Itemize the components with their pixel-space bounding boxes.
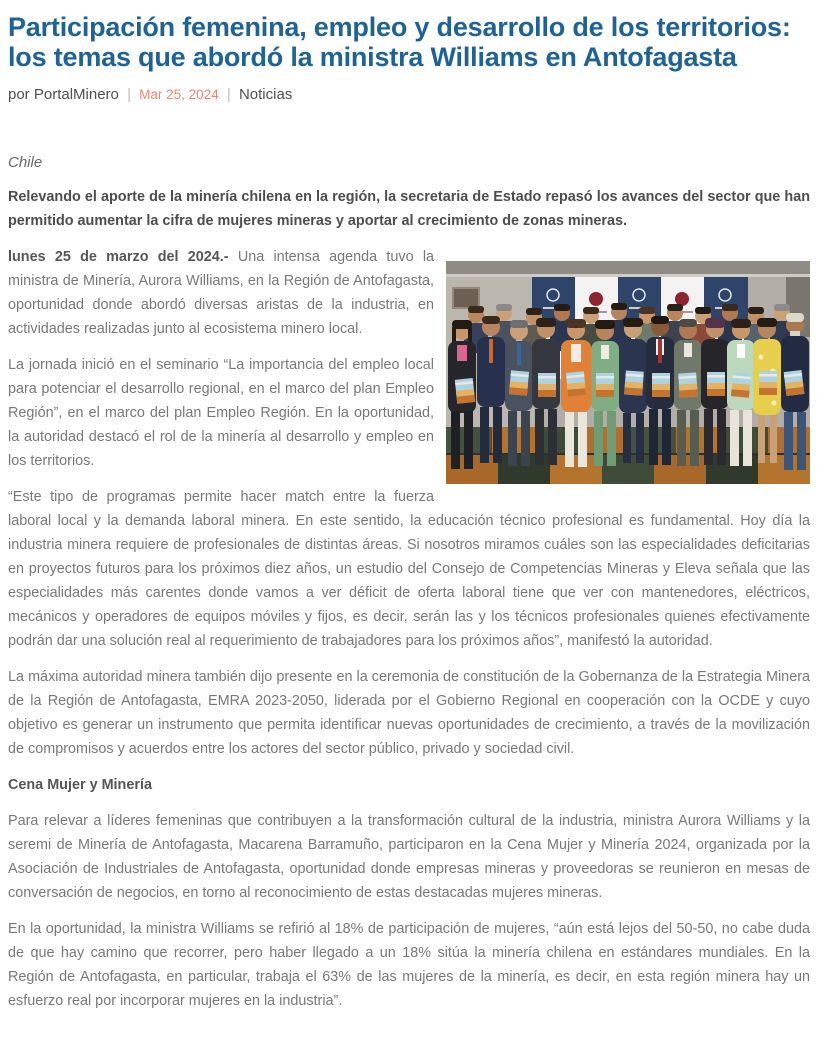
post-date: Mar 25, 2024 [139,87,219,102]
category-link[interactable]: Noticias [238,86,293,103]
paragraph-1 [8,245,810,341]
section-heading: Cena Mujer y Minería [8,777,152,793]
paragraph-6: En la oportunidad, la ministra Williams se refirió al 18% de participación de mujeres, “aún está lejos del 50-50, no cabe duda de que hay camino que recorrer, pero haber llegado a un 18% sitúa la minería chilena en estándares mundiales. En la Región de Antofagasta, en particular, trabaja el 63% de las mujeres de la minería, es decir, en esta región minera hay un esfuerzo real por incorporar mujeres en la industria”. [8,921,810,1009]
byline-separator: | [226,86,231,103]
paragraph-2: La jornada inició en el seminario “La importancia del empleo local para potenciar el desarrollo regional, en el marco del plan Empleo Región”, en el marco del plan Empleo Región. En la oportunidad, la autoridad destacó el rol de la minería al desarrollo y empleo en los territorios. [8,357,434,469]
paragraph-4: La máxima autoridad minera también dijo presente en la ceremonia de constitución de la Gobernanza de la Estrategia Minera de la Región de Antofagasta, EMRA 2023-2050, liderada por el Gobierno Regional en cooperación con la OCDE y cuyo objetivo es generar un instrumento que permita identificar nuevas oportunidades de crecimiento, a través de la movilización de compromisos y acuerdos entre los actores del sector público, privado y sociedad civil. [8,669,810,757]
author-link[interactable]: PortalMinero [33,86,119,103]
group-photo-illustration [446,261,810,484]
location-tag: Chile [8,154,43,171]
article-photo [446,261,810,484]
paragraph-text: Una intensa agenda tuvo la ministra de Minería, Aurora Williams, en la Región de Antofagasta, oportunidad donde abordó diversas aristas de la industria, en actividades realizadas junto al ecosistema minero local. [8,249,435,337]
byline [8,86,810,103]
article-lead: Relevando el aporte de la minería chilena en la región, la secretaria de Estado repasó los avances del sector que han permitido aumentar la cifra de mujeres mineras y aportar al crecimiento de zonas mineras. [8,189,810,229]
paragraph-5: Para relevar a líderes femeninas que contribuyen a la transformación cultural de la industria, ministra Aurora Williams y la seremi de Minería de Antofagasta, Macarena Barramuño, participaron en la Cena Mujer y Minería 2024, organizada por la Asociación de Industriales de Antofagasta, oportunidad donde empresas mineras y proveedoras se reunieron en mesas de conversación de negocios, en torno al reconocimiento de estas destacadas mujeres mineras. [8,813,810,901]
article-body [8,245,810,1025]
page-title: Participación femenina, empleo y desarrollo de los territorios: los temas que abordó la ministra Williams en Antofagasta [8,12,791,72]
byline-separator: | [127,86,131,103]
paragraph-3: “Este tipo de programas permite hacer match entre la fuerza laboral local y la demanda laboral minera. En este sentido, la educación técnico profesional es fundamental. Hoy día la industria minera requiere de profesionales de distintas áreas. Si nosotros miramos cuáles son las especialidades deficitarias en proyectos futuros para los próximos diez años, un estudio del Consejo de Competencias Mineras y Eleva señala que las especialidades más carentes donde vamos a ver déficit de oferta laboral tiene que ver con mantenedores, eléctricos, mecánicos y operadores de equipos móviles y fijos, es decir, serán las y los técnicos profesionales quienes efectivamente podrán dar una solución real al requerimiento de trabajadores para los próximos años”, manifestó la autoridad. [8,489,810,649]
paragraph-date-lead: lunes 25 de marzo del 2024.- [8,249,229,265]
byline-prefix: por [8,86,30,103]
